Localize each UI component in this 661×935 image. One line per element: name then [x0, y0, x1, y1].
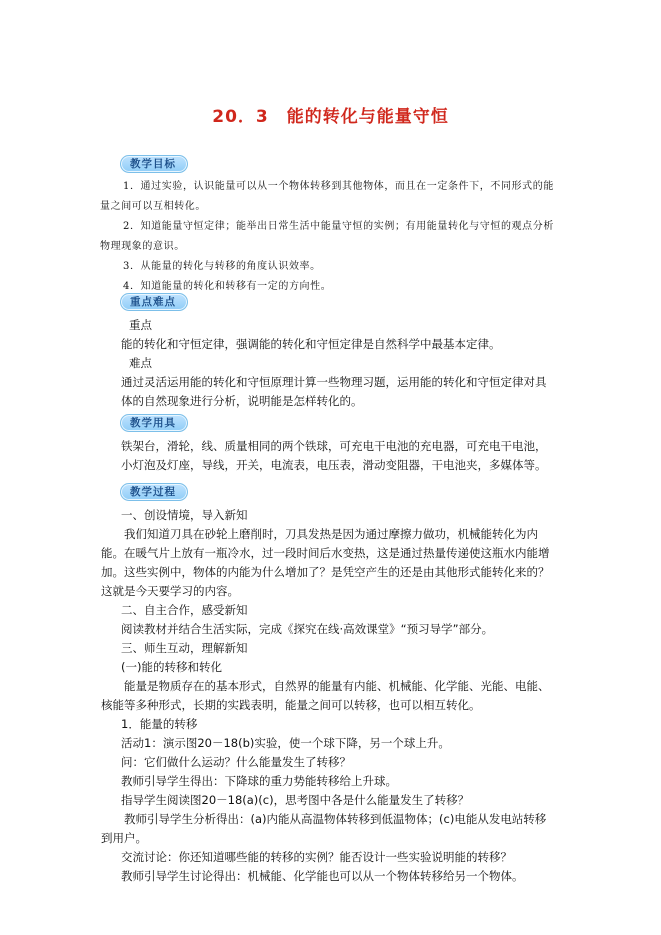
process-line: 三、师生互动，理解新知	[121, 641, 248, 655]
process-line: 教师引导学生得出：下降球的重力势能转移给上升球。	[121, 774, 397, 788]
section-badge-key-points	[120, 293, 188, 311]
objective-item: 4．知道能量的转化和转移有一定的方向性。	[123, 281, 332, 292]
process-line: 1．能量的转移	[121, 717, 198, 731]
section-heading-tools: 教学用具	[130, 417, 176, 429]
section-heading-process: 教学过程	[130, 486, 176, 498]
tools-text: 铁架台，滑轮，线、质量相同的两个铁球，可充电干电池的充电器，可充电干电池，小灯泡及灯座，导线，开关，电流表，电压表，滑动变阻器，干电池夹，多媒体等。	[121, 439, 547, 472]
objectives-list	[100, 177, 558, 297]
tools-block	[101, 437, 557, 475]
process-line: 问：它们做什么运动？什么能量发生了转移？	[121, 755, 351, 769]
section-heading-objectives: 教学目标	[130, 158, 176, 170]
section-heading-key-points: 重点难点	[130, 296, 176, 308]
process-line: 阅读教材并结合生活实际，完成《探究在线·高效课堂》“预习导学”部分。	[121, 622, 494, 636]
process-line: 教师引导学生分析得出：(a)内能从高温物体转移到低温物体；(c)电能从发电站转移到用户。	[101, 812, 547, 845]
process-line: 能量是物质存在的基本形式，自然界的能量有内能、机械能、化学能、光能、电能、核能等多种形式，长期的实践表明，能量之间可以转移，也可以相互转化。	[101, 679, 550, 712]
nandian-text: 通过灵活运用能的转化和守恒原理计算一些物理习题，运用能的转化和守恒定律对具体的自然现象进行分析，说明能是怎样转化的。	[121, 375, 547, 408]
process-line: 一、创设情境，导入新知	[121, 508, 248, 522]
section-badge-process	[120, 483, 188, 501]
process-line: 交流讨论：你还知道哪些能的转移的实例？能否设计一些实验说明能的转移？	[121, 850, 512, 864]
page-title: 20．3 能的转化与能量守恒	[212, 107, 449, 127]
objective-item: 2．知道能量守恒定律；能举出日常生活中能量守恒的实例；有用能量转化与守恒的观点分析物理现象的意识。	[100, 221, 554, 252]
objective-item: 1．通过实验，认识能量可以从一个物体转移到其他物体，而且在一定条件下，不同形式的能量之间可以互相转化。	[100, 181, 554, 212]
objective-item: 3．从能量的转化与转移的角度认识效率。	[123, 261, 321, 272]
zhongdian-text: 能的转化和守恒定律，强调能的转化和守恒定律是自然科学中最基本定律。	[121, 337, 501, 351]
process-line: (一)能的转移和转化	[121, 660, 222, 674]
key-points-block	[101, 316, 557, 411]
process-line: 指导学生阅读图20－18(a)(c)，思考图中各是什么能量发生了转移？	[121, 793, 470, 807]
zhongdian-label: 重点	[129, 318, 152, 332]
section-badge-objectives	[120, 155, 188, 173]
nandian-label: 难点	[129, 356, 152, 370]
section-badge-tools	[120, 414, 188, 432]
process-line: 活动1：演示图20－18(b)实验，使一个球下降，另一个球上升。	[121, 736, 450, 750]
process-block	[101, 506, 557, 886]
process-line: 二、自主合作，感受新知	[121, 603, 248, 617]
process-line: 教师引导学生讨论得出：机械能、化学能也可以从一个物体转移给另一个物体。	[121, 869, 524, 883]
process-line: 我们知道刀具在砂轮上磨削时，刀具发热是因为通过摩擦力做功，机械能转化为内能。在暖气片上放有一瓶冷水，过一段时间后水变热，这是通过热量传递使这瓶水内能增加。这些实例中，物体的内能为什么增加了？是凭空产生的还是由其他形式能转化来的？这就是今天要学习的内容。	[101, 527, 550, 598]
